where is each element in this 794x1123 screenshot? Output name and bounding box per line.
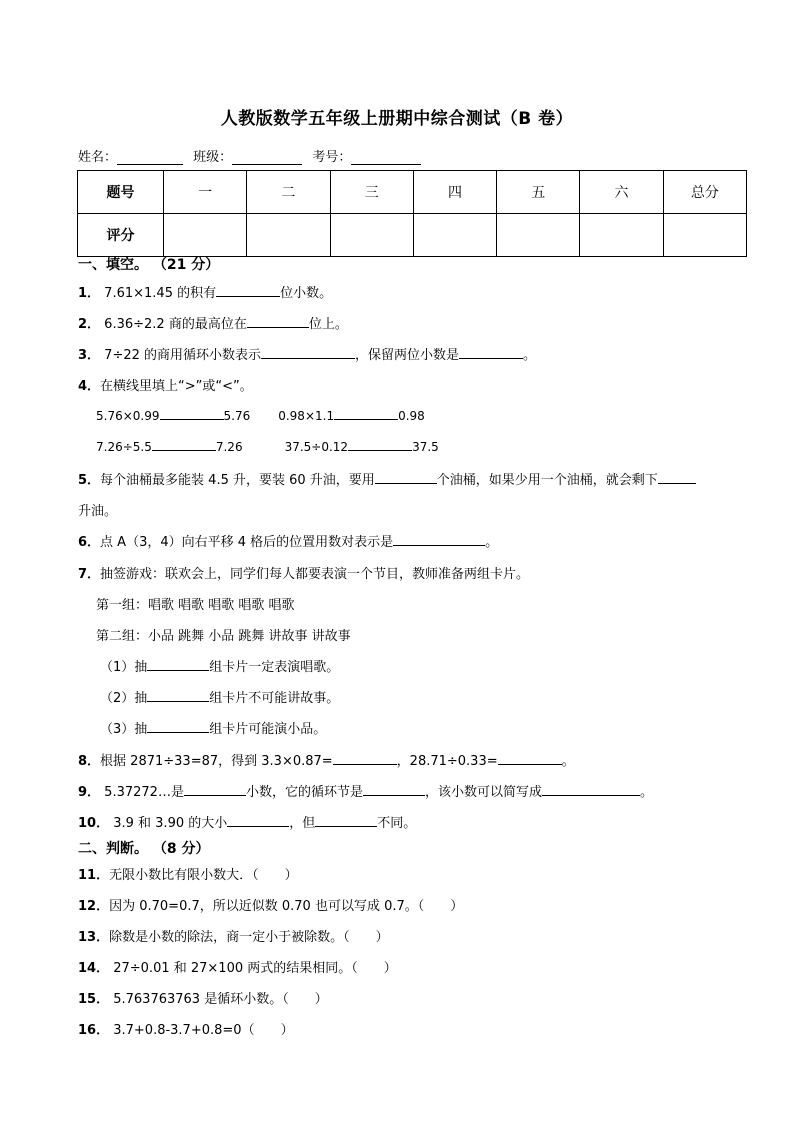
question-text: 点 A（3，4）向右平移 4 格后的位置用数对表示是 — [100, 535, 394, 550]
expression: 37.5 — [412, 440, 439, 454]
question-16 — [78, 1019, 294, 1038]
answer-blank[interactable] — [216, 284, 280, 297]
answer-blank[interactable] — [184, 783, 246, 796]
expression: 0.98 — [398, 409, 425, 423]
question-text: 位上。 — [308, 317, 348, 332]
answer-blank[interactable] — [160, 407, 224, 420]
question-12 — [78, 895, 463, 914]
header-cell: 一 — [164, 171, 247, 214]
question-text: ，28.71÷0.33= — [396, 754, 498, 769]
name-blank[interactable] — [117, 151, 183, 165]
question-text: 不同。 — [377, 816, 417, 831]
question-6 — [78, 531, 498, 550]
question-text: 。 — [561, 754, 575, 769]
question-number: 9． — [78, 785, 101, 800]
question-14 — [78, 957, 397, 976]
question-number: 8． — [78, 754, 101, 769]
answer-blank[interactable] — [147, 689, 209, 702]
question-number: 13． — [78, 930, 110, 945]
answer-blank[interactable] — [247, 315, 309, 328]
question-7-sub-2 — [100, 687, 339, 706]
question-text: 除数是小数的除法，商一定小于被除数。（ ） — [109, 930, 389, 945]
question-text: 无限小数比有限小数大．（ ） — [109, 868, 298, 883]
answer-blank[interactable] — [147, 658, 209, 671]
question-7 — [78, 563, 529, 582]
question-number: 1． — [78, 286, 101, 301]
answer-blank[interactable] — [498, 752, 562, 765]
question-7-sub-1 — [100, 656, 339, 675]
question-11 — [78, 864, 298, 883]
card-group-2: 第二组：小品 跳舞 小品 跳舞 讲故事 讲故事 — [96, 629, 351, 644]
question-text: 位小数。 — [280, 286, 333, 301]
expression: 5.76 — [223, 409, 251, 423]
answer-blank[interactable] — [261, 346, 355, 359]
question-text: 27÷0.01 和 27×100 两式的结果相同。（ ） — [109, 961, 397, 976]
question-text: 。 — [639, 785, 653, 800]
question-number: 15． — [78, 992, 110, 1007]
score-cell[interactable] — [580, 214, 663, 257]
score-cell[interactable] — [247, 214, 330, 257]
question-text: 5.763763763 是循环小数。（ ） — [109, 992, 328, 1007]
section-heading-fill: 一、填空。 （21 分） — [78, 257, 220, 273]
question-number: 16． — [78, 1023, 110, 1038]
answer-blank[interactable] — [375, 471, 437, 484]
question-text: 在横线里填上“>”或“<”。 — [100, 379, 253, 394]
question-text: 根据 2871÷33=87，得到 3.3×0.87= — [100, 754, 333, 769]
expression: 0.98×1.1 — [278, 409, 335, 423]
question-text: 每个油桶最多能装 4.5 升，要装 60 升油，要用 — [100, 473, 375, 488]
answer-blank[interactable] — [393, 533, 485, 546]
page-title: 人教版数学五年级上册期中综合测试（B 卷） — [220, 109, 574, 129]
class-label: 班级： — [193, 150, 233, 165]
answer-blank[interactable] — [227, 814, 289, 827]
question-13 — [78, 926, 389, 945]
question-text: 因为 0.70=0.7，所以近似数 0.70 也可以写成 0.7。（ ） — [109, 899, 464, 914]
question-1 — [78, 282, 332, 301]
answer-blank[interactable] — [459, 346, 523, 359]
question-text: （2）抽 — [100, 691, 148, 706]
answer-blank[interactable] — [152, 438, 216, 451]
question-text: 3.9 和 3.90 的大小 — [109, 816, 228, 831]
score-label-cell: 评分 — [78, 214, 164, 257]
question-number: 7． — [78, 567, 101, 582]
class-blank[interactable] — [232, 151, 302, 165]
header-cell: 二 — [247, 171, 330, 214]
header-cell: 五 — [497, 171, 580, 214]
question-text: 7÷22 的商用循环小数表示 — [100, 348, 262, 363]
question-9 — [78, 781, 653, 800]
score-table — [77, 170, 747, 257]
question-4-row-2 — [96, 438, 439, 454]
question-15 — [78, 988, 328, 1007]
expression: 7.26÷5.5 — [96, 440, 152, 454]
question-text: ，该小数可以简写成 — [424, 785, 542, 800]
question-text: 3.7+0.8-3.7+0.8=0（ ） — [109, 1023, 294, 1038]
answer-blank[interactable] — [542, 783, 640, 796]
score-cell[interactable] — [663, 214, 746, 257]
score-cell[interactable] — [330, 214, 413, 257]
table-row — [78, 171, 747, 214]
question-10 — [78, 812, 416, 831]
name-label: 姓名： — [78, 150, 118, 165]
expression: 5.76×0.99 — [96, 409, 160, 423]
question-8 — [78, 750, 575, 769]
question-number: 2． — [78, 317, 101, 332]
question-text: 6.36÷2.2 商的最高位在 — [100, 317, 247, 332]
question-4 — [78, 375, 253, 394]
question-text: 小数，它的循环节是 — [245, 785, 363, 800]
exam-blank[interactable] — [351, 151, 421, 165]
exam-label: 考号： — [312, 150, 352, 165]
question-number: 12． — [78, 899, 110, 914]
answer-blank[interactable] — [334, 407, 398, 420]
answer-blank[interactable] — [147, 720, 209, 733]
question-7-sub-3 — [100, 718, 326, 737]
answer-blank[interactable] — [363, 783, 425, 796]
question-text: 7.61×1.45 的积有 — [100, 286, 217, 301]
question-text: 5.37272…是 — [100, 785, 184, 800]
question-text: （1）抽 — [100, 660, 148, 675]
question-2 — [78, 313, 348, 332]
question-text: 组卡片不可能讲故事。 — [209, 691, 340, 706]
question-5 — [78, 469, 696, 488]
question-text: ，保留两位小数是 — [355, 348, 460, 363]
question-text: 组卡片一定表演唱歌。 — [209, 660, 340, 675]
header-cell: 总分 — [663, 171, 746, 214]
question-4-row-1 — [96, 407, 425, 423]
answer-blank[interactable] — [315, 814, 377, 827]
question-text: ，但 — [289, 816, 316, 831]
question-text: 。 — [523, 348, 537, 363]
section-heading-judge: 二、判断。 （8 分） — [78, 841, 210, 857]
answer-blank[interactable] — [348, 438, 412, 451]
question-number: 10． — [78, 816, 110, 831]
expression: 7.26 — [215, 440, 243, 454]
header-cell: 三 — [330, 171, 413, 214]
table-row — [78, 214, 747, 257]
question-text: 抽签游戏：联欢会上，同学们每人都要表演一个节目，教师准备两组卡片。 — [100, 567, 530, 582]
answer-blank[interactable] — [658, 471, 696, 484]
score-cell[interactable] — [164, 214, 247, 257]
header-cell: 六 — [580, 171, 663, 214]
question-text: （3）抽 — [100, 722, 148, 737]
question-text: 个油桶，如果少用一个油桶，就会剩下 — [436, 473, 658, 488]
question-number: 4． — [78, 379, 101, 394]
question-number: 6． — [78, 535, 101, 550]
question-3 — [78, 344, 536, 363]
answer-blank[interactable] — [333, 752, 397, 765]
question-number: 14． — [78, 961, 110, 976]
score-cell[interactable] — [497, 214, 580, 257]
header-cell: 题号 — [78, 171, 164, 214]
question-number: 3． — [78, 348, 101, 363]
expression: 37.5÷0.12 — [284, 440, 349, 454]
card-group-1: 第一组：唱歌 唱歌 唱歌 唱歌 唱歌 — [96, 598, 295, 613]
question-text: 组卡片可能演小品。 — [209, 722, 327, 737]
header-cell: 四 — [413, 171, 496, 214]
student-info — [78, 146, 427, 165]
question-text: 。 — [485, 535, 499, 550]
question-5-cont: 升油。 — [78, 504, 118, 519]
question-number: 11． — [78, 868, 110, 883]
score-cell[interactable] — [413, 214, 496, 257]
question-number: 5． — [78, 473, 101, 488]
